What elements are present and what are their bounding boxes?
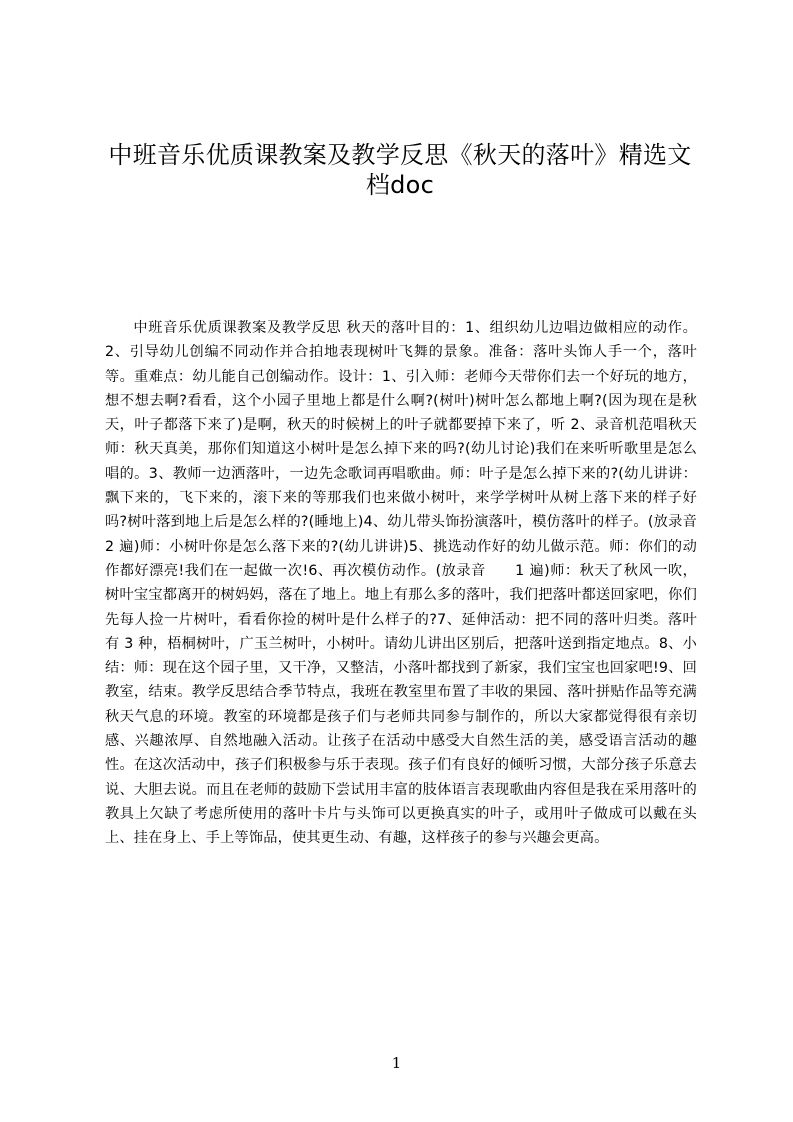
document-body: 中班音乐优质课教案及教学反思 秋天的落叶目的：1、组织幼儿边唱边做相应的动作。2、引导幼儿创编不同动作并合拍地表现树叶飞舞的景象。准备：落叶头饰人手一个，落叶等。重难点：幼儿能自己创编动作。设计：1、引入师：老师今天带你们去一个好玩的地方，想不想去啊?看看，这个小园子里地上都是什么啊?(树叶)树叶怎么都地上啊?(因为现在是秋天，叶子都落下来了)是啊，秋天的时候树上的叶子就都要掉下来了，听 2、录音机范唱秋天师：秋天真美，那你们知道这小树叶是怎么掉下来的吗?(幼儿讨论)我们在来听听歌里是怎么唱的。3、教师一边洒落叶，一边先念歌词再唱歌曲。师：叶子是怎么掉下来的?(幼儿讲讲：飘下来的，飞下来的，滚下来的等那我们也来做小树叶，来学学树叶从树上落下来的样子好吗?树叶落到地上后是怎么样的?(睡地上)4、幼儿带头饰扮演落叶，模仿落叶的样子。(放录音 2 遍)师：小树叶你是怎么落下来的?(幼儿讲讲)5、挑选动作好的幼儿做示范。师：你们的动作都好漂亮!我们在一起做一次!6、再次模仿动作。(放录音 1 遍)师：秋天了秋风一吹，树叶宝宝都离开的树妈妈，落在了地上。地上有那么多的落叶，我们把落叶都送回家吧，你们先每人捡一片树叶，看看你捡的树叶是什么样子的?7、延伸活动：把不同的落叶归类。落叶有 3 种，梧桐树叶，广玉兰树叶，小树叶。请幼儿讲出区别后，把落叶送到指定地点。8、小结：师：现在这个园子里，又干净，又整洁，小落叶都找到了新家，我们宝宝也回家吧!9、回教室，结束。教学反思结合季节特点，我班在教室里布置了丰收的果园、落叶拼贴作品等充满秋天气息的环境。教室的环境都是孩子们与老师共同参与制作的，所以大家都觉得很有亲切感、兴趣浓厚、自然地融入活动。让孩子在活动中感受大自然生活的美，感受语言活动的趣性。在这次活动中，孩子们积极参与乐于表现。孩子们有良好的倾听习惯，大部分孩子乐意去说、大胆去说。而且在老师的鼓励下尝试用丰富的肢体语言表现歌曲内容但是我在采用落叶的教具上欠缺了考虑所使用的落叶卡片与头饰可以更换真实的叶子，或用叶子做成可以戴在头上、挂在身上、手上等饰品，使其更生动、有趣，这样孩子的参与兴趣会更高。 bbox=[105, 320, 726, 847]
document-title: 中班音乐优质课教案及教学反思《秋天的落叶》精选文档doc bbox=[108, 141, 692, 199]
page-number: 1 bbox=[391, 1054, 402, 1072]
